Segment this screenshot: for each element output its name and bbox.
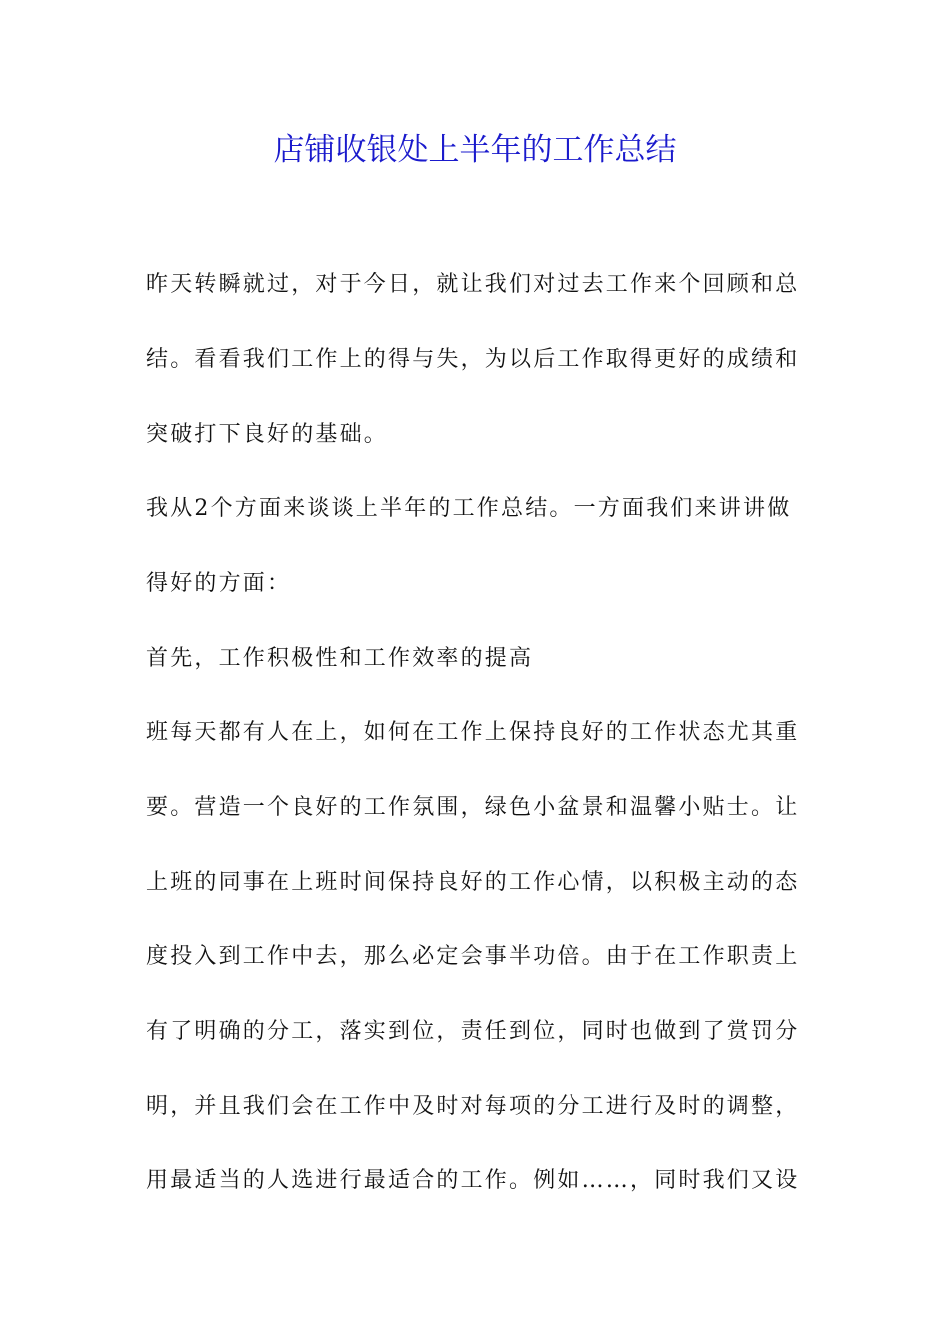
section-heading: 首先，工作积极性和工作效率的提高 xyxy=(146,646,534,671)
body-line: 结。看看我们工作上的得与失，为以后工作取得更好的成绩和 xyxy=(146,347,800,372)
body-line: 突破打下良好的基础。 xyxy=(146,422,389,447)
body-line: 明，并且我们会在工作中及时对每项的分工进行及时的调整， xyxy=(146,1094,800,1119)
body-line: 度投入到工作中去，那么必定会事半功倍。由于在工作职责上 xyxy=(146,944,800,969)
body-line: 昨天转瞬就过，对于今日，就让我们对过去工作来个回顾和总 xyxy=(146,272,800,297)
body-line: 用最适当的人选进行最适合的工作。例如……，同时我们又设 xyxy=(146,1168,800,1193)
body-line: 我从2个方面来谈谈上半年的工作总结。一方面我们来讲讲做 xyxy=(146,496,792,521)
body-line: 班每天都有人在上，如何在工作上保持良好的工作状态尤其重 xyxy=(146,720,800,745)
body-line: 上班的同事在上班时间保持良好的工作心情，以积极主动的态 xyxy=(146,870,800,895)
body-line: 要。营造一个良好的工作氛围，绿色小盆景和温馨小贴士。让 xyxy=(146,795,800,820)
document-title: 店铺收银处上半年的工作总结 xyxy=(273,132,677,168)
body-line: 得好的方面： xyxy=(146,571,292,596)
body-line: 有了明确的分工，落实到位，责任到位，同时也做到了赏罚分 xyxy=(146,1019,800,1044)
